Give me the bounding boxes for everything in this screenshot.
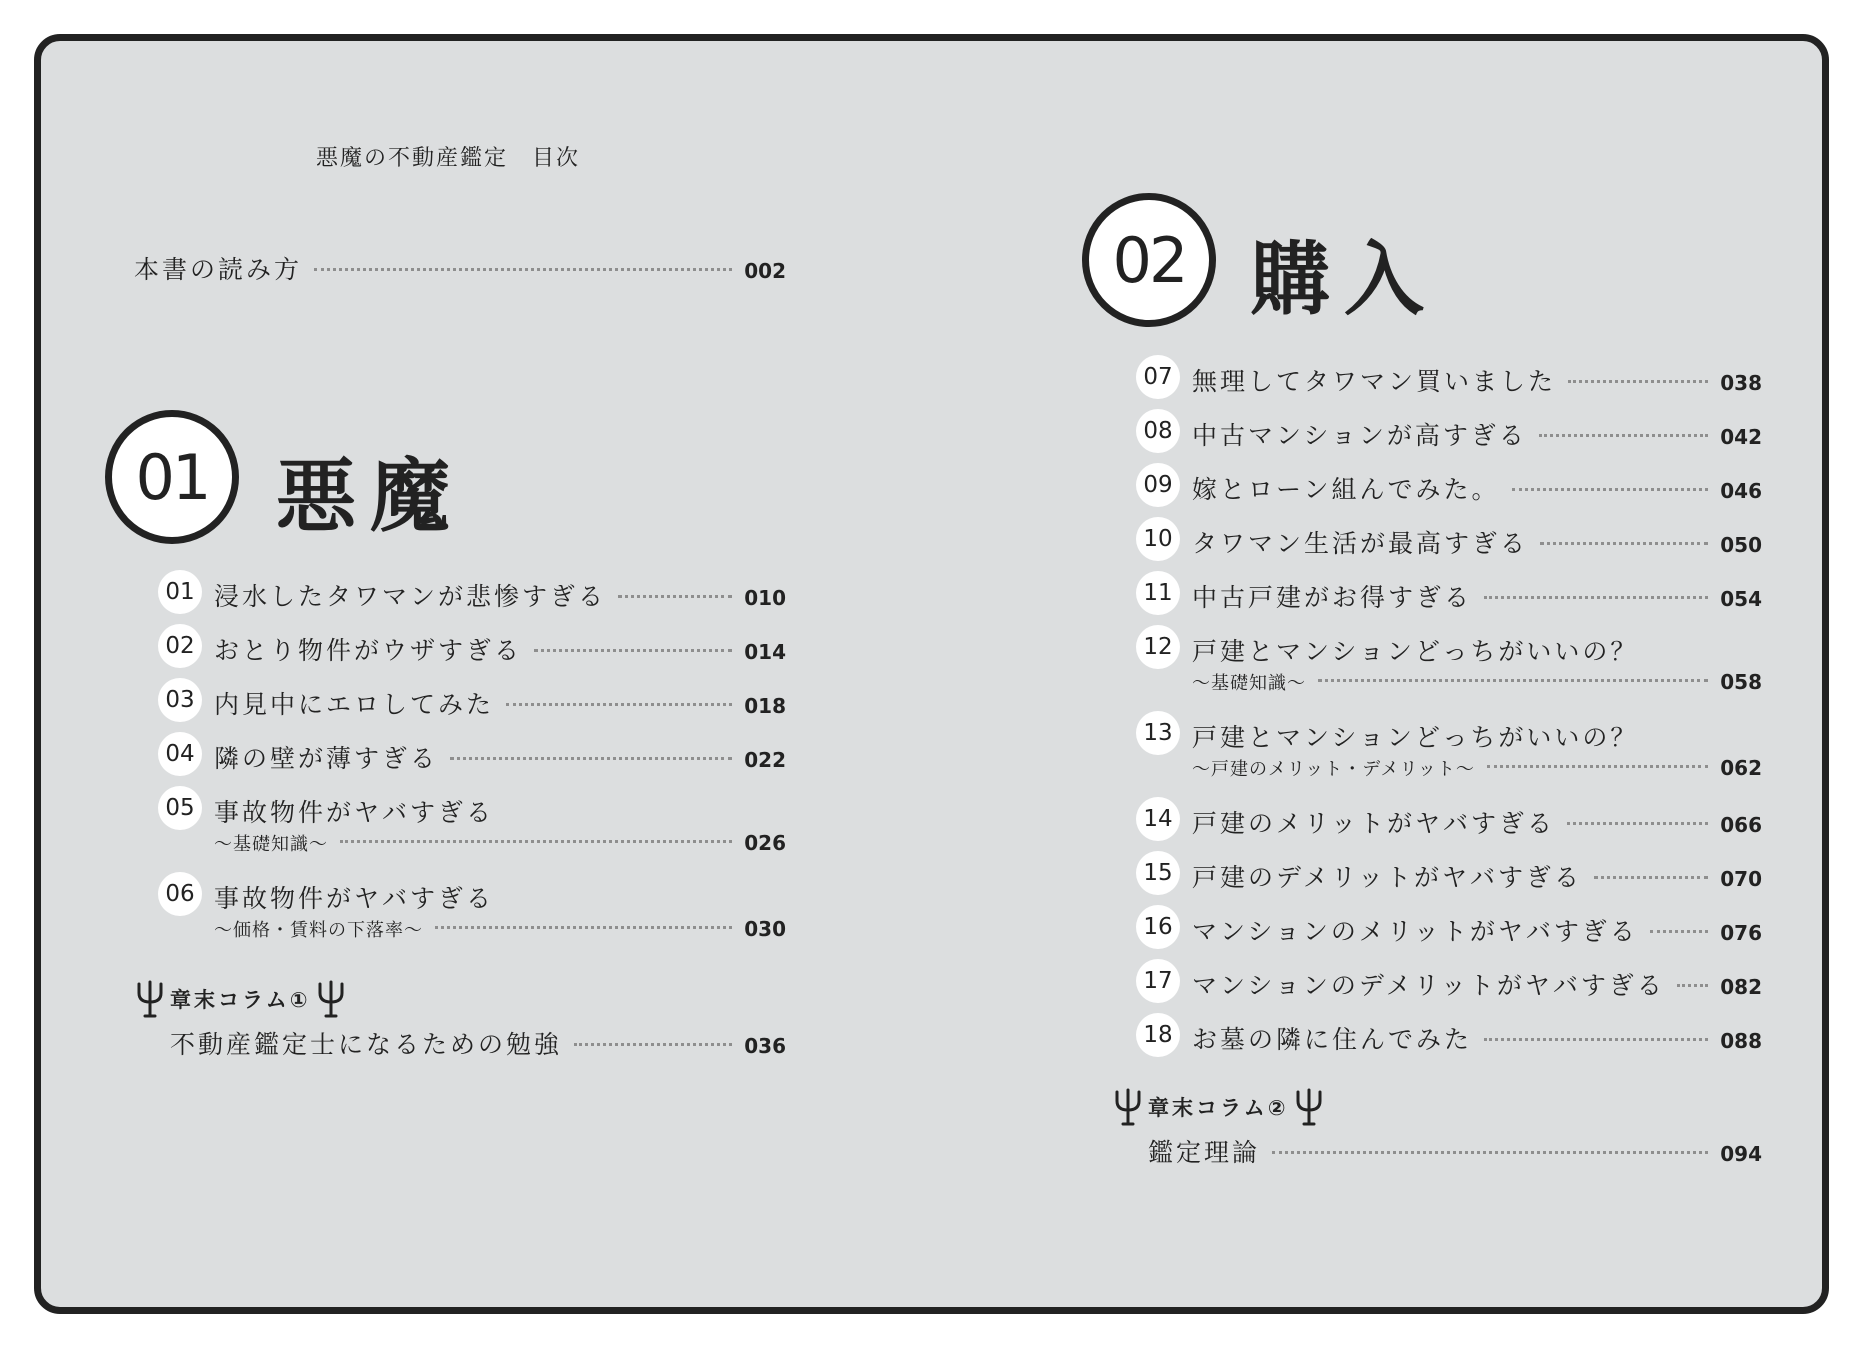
dot-leader: [534, 649, 732, 652]
dot-leader: [1677, 984, 1708, 987]
toc-entry[interactable]: [214, 739, 786, 775]
toc-entry[interactable]: [214, 685, 786, 721]
toc-entry[interactable]: [1192, 362, 1762, 398]
trident-icon: [1295, 1088, 1323, 1126]
dot-leader: [1568, 380, 1708, 383]
page-number: 088: [1720, 1029, 1762, 1053]
dot-leader: [618, 595, 732, 598]
page-number: 062: [1720, 756, 1762, 780]
page-number: 026: [744, 831, 786, 855]
page-number: 002: [744, 259, 786, 283]
dot-leader: [450, 757, 732, 760]
item-number-badge: 12: [1136, 625, 1180, 669]
item-number-badge: 17: [1136, 959, 1180, 1003]
page-number: 014: [744, 640, 786, 664]
toc-entry-subtitle: ～基礎知識～: [1192, 673, 1306, 694]
toc-entry-column[interactable]: [1148, 1133, 1762, 1169]
item-number-badge: 03: [158, 678, 202, 722]
toc-entry-title: タワマン生活が最高すぎる: [1192, 529, 1529, 558]
chapter-number-badge: 01: [105, 410, 239, 544]
toc-entry-subtitle: ～戸建のメリット・デメリット～: [1192, 759, 1475, 780]
page-number: 018: [744, 694, 786, 718]
item-number-badge: 13: [1136, 711, 1180, 755]
toc-entry-title: 事故物件がヤバすぎる: [214, 798, 495, 827]
dot-leader: [1540, 542, 1708, 545]
toc-entry-title: 浸水したタワマンが悲惨すぎる: [214, 582, 607, 611]
chapter-title: 悪魔: [276, 450, 464, 543]
toc-entry-title: 内見中にエロしてみた: [214, 690, 495, 719]
toc-entry[interactable]: [1192, 416, 1762, 452]
toc-entry-subtitle-line[interactable]: [1192, 669, 1762, 695]
toc-entry-subtitle-line[interactable]: [1192, 755, 1762, 781]
chapter-number-badge: 02: [1082, 193, 1216, 327]
toc-entry-title: マンションのメリットがヤバすぎる: [1192, 917, 1638, 946]
toc-entry-title: 中古マンションが高すぎる: [1192, 421, 1527, 450]
item-number-badge: 09: [1136, 463, 1180, 507]
page-number: 038: [1720, 371, 1762, 395]
page-number: 058: [1720, 670, 1762, 694]
toc-entry-title: 不動産鑑定士になるための勉強: [170, 1030, 563, 1059]
toc-entry[interactable]: [1192, 858, 1762, 894]
page-number: 094: [1720, 1142, 1762, 1166]
toc-entry[interactable]: [1192, 804, 1762, 840]
dot-leader: [1484, 596, 1708, 599]
toc-entry-title-line[interactable]: [1192, 718, 1762, 754]
page-number: 054: [1720, 587, 1762, 611]
page-number: 036: [744, 1034, 786, 1058]
column-label: 章末コラム②: [1148, 1096, 1289, 1120]
toc-entry-column[interactable]: [170, 1025, 786, 1061]
chapter-title: 購入: [1250, 233, 1438, 326]
page-title: 悪魔の不動産鑑定 目次: [316, 146, 581, 171]
toc-entry-title: 本書の読み方: [134, 255, 303, 284]
trident-icon: [1114, 1088, 1142, 1126]
toc-entry-title: 鑑定理論: [1148, 1138, 1261, 1167]
toc-entry[interactable]: [214, 631, 786, 667]
page-number: 082: [1720, 975, 1762, 999]
page-number: 046: [1720, 479, 1762, 503]
page-number: 050: [1720, 533, 1762, 557]
dot-leader: [1484, 1038, 1708, 1041]
toc-entry-intro[interactable]: [134, 250, 786, 286]
toc-entry-title: 隣の壁が薄すぎる: [214, 744, 439, 773]
dot-leader: [506, 703, 732, 706]
item-number-badge: 04: [158, 732, 202, 776]
dot-leader: [1272, 1151, 1708, 1154]
toc-entry-subtitle: ～基礎知識～: [214, 834, 328, 855]
toc-entry-title-line[interactable]: [214, 793, 786, 829]
toc-entry[interactable]: [1192, 524, 1762, 560]
toc-entry-title: マンションのデメリットがヤバすぎる: [1192, 971, 1665, 1000]
dot-leader: [340, 840, 732, 843]
toc-entry-title: 戸建とマンションどっちがいいの？: [1192, 723, 1639, 752]
chapter-column-heading: [1108, 1088, 1329, 1126]
item-number-badge: 06: [158, 872, 202, 916]
item-number-badge: 10: [1136, 517, 1180, 561]
toc-entry-subtitle: ～価格・賃料の下落率～: [214, 920, 423, 941]
item-number-badge: 08: [1136, 409, 1180, 453]
dot-leader: [1318, 679, 1708, 682]
dot-leader: [1594, 876, 1708, 879]
chapter-column-heading: [130, 980, 351, 1018]
dot-leader: [1487, 765, 1708, 768]
dot-leader: [1539, 434, 1708, 437]
toc-entry-subtitle-line[interactable]: [214, 916, 786, 942]
toc-entry[interactable]: [1192, 1020, 1762, 1056]
item-number-badge: 18: [1136, 1013, 1180, 1057]
item-number-badge: 01: [158, 570, 202, 614]
page-number: 076: [1720, 921, 1762, 945]
trident-icon: [136, 980, 164, 1018]
item-number-badge: 05: [158, 786, 202, 830]
toc-entry-title: 無理してタワマン買いました: [1192, 367, 1557, 396]
page-number: 070: [1720, 867, 1762, 891]
dot-leader: [435, 926, 732, 929]
item-number-badge: 16: [1136, 905, 1180, 949]
trident-icon: [317, 980, 345, 1018]
page-number: 010: [744, 586, 786, 610]
toc-entry-title: お墓の隣に住んでみた: [1192, 1025, 1473, 1054]
dot-leader: [574, 1043, 732, 1046]
dot-leader: [314, 268, 732, 271]
toc-entry-title: 戸建のデメリットがヤバすぎる: [1192, 863, 1583, 892]
dot-leader: [1567, 822, 1708, 825]
dot-leader: [1512, 488, 1709, 491]
toc-entry-title: 中古戸建がお得すぎる: [1192, 583, 1473, 612]
toc-entry-title: 嫁とローン組んでみた。: [1192, 475, 1500, 504]
item-number-badge: 14: [1136, 797, 1180, 841]
toc-entry-title: 戸建とマンションどっちがいいの？: [1192, 637, 1639, 666]
toc-entry[interactable]: [1192, 966, 1762, 1002]
item-number-badge: 15: [1136, 851, 1180, 895]
toc-entry-title: 事故物件がヤバすぎる: [214, 884, 495, 913]
toc-entry[interactable]: [1192, 470, 1762, 506]
page-number: 042: [1720, 425, 1762, 449]
toc-entry[interactable]: [214, 577, 786, 613]
page-number: 066: [1720, 813, 1762, 837]
toc-entry-title: 戸建のメリットがヤバすぎる: [1192, 809, 1556, 838]
column-label: 章末コラム①: [170, 988, 311, 1012]
item-number-badge: 07: [1136, 355, 1180, 399]
page-number: 022: [744, 748, 786, 772]
toc-entry[interactable]: [1192, 578, 1762, 614]
toc-entry-title: おとり物件がウザすぎる: [214, 636, 523, 665]
item-number-badge: 02: [158, 624, 202, 668]
page-number: 030: [744, 917, 786, 941]
toc-entry-title-line[interactable]: [1192, 632, 1762, 668]
dot-leader: [1650, 930, 1708, 933]
toc-entry-subtitle-line[interactable]: [214, 830, 786, 856]
item-number-badge: 11: [1136, 571, 1180, 615]
toc-entry[interactable]: [1192, 912, 1762, 948]
toc-entry-title-line[interactable]: [214, 879, 786, 915]
